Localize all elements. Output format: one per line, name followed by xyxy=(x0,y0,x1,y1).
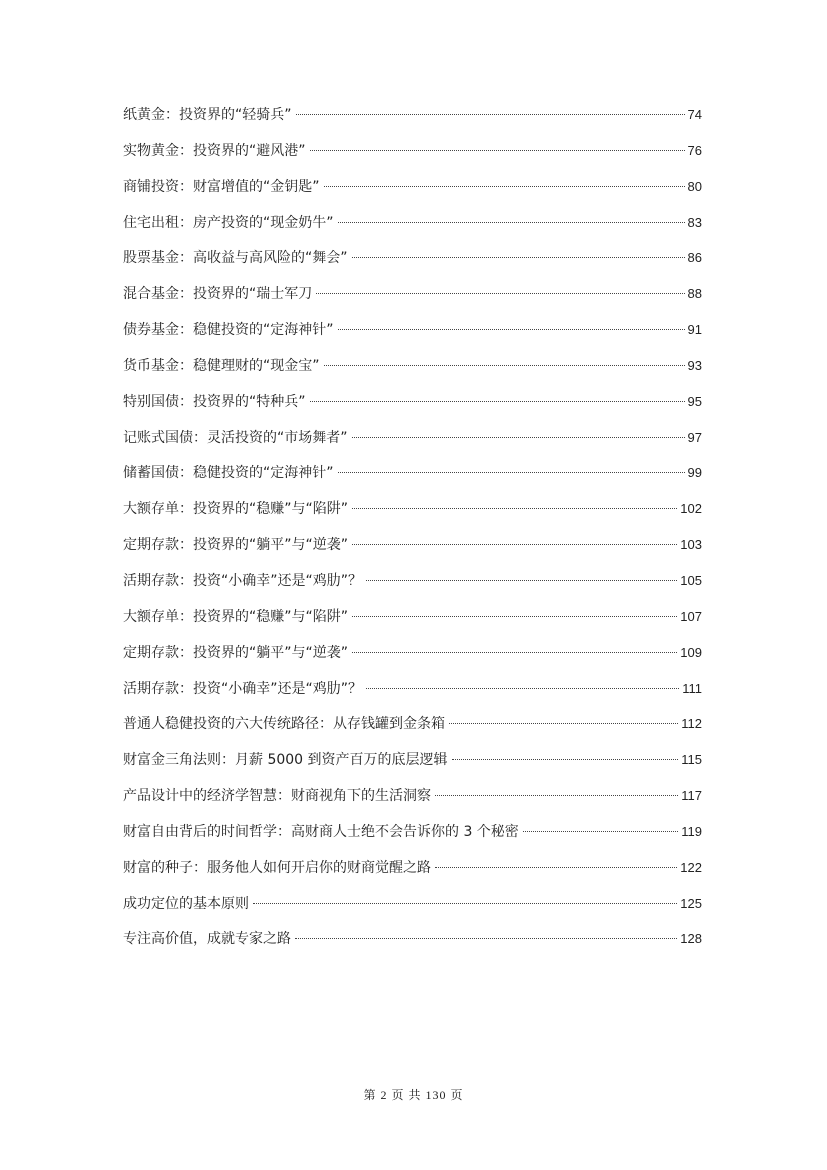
toc-entry-title: 活期存款：投资“小确幸”还是“鸡肋”？ xyxy=(123,572,363,589)
toc-entry[interactable] xyxy=(123,893,702,929)
toc-dot-leader xyxy=(310,150,685,151)
toc-entry-page-number: 103 xyxy=(680,537,702,553)
toc-entry[interactable] xyxy=(123,570,702,606)
toc-entry-page-number: 112 xyxy=(681,716,702,732)
toc-entry-page-number: 95 xyxy=(687,393,702,409)
toc-entry-title: 活期存款：投资“小确幸”还是“鸡肋”？ xyxy=(123,680,363,697)
toc-entry-page-number: 76 xyxy=(687,142,702,158)
toc-entry-title: 实物黄金：投资界的“避风港” xyxy=(123,142,306,159)
toc-entry-page-number: 97 xyxy=(687,429,702,445)
toc-entry-title: 普通人稳健投资的六大传统路径：从存钱罐到金条箱 xyxy=(123,716,445,733)
toc-dot-leader xyxy=(435,867,677,868)
toc-entry[interactable] xyxy=(123,247,702,283)
table-of-contents xyxy=(123,104,702,964)
toc-entry-page-number: 107 xyxy=(680,608,702,624)
toc-dot-leader xyxy=(366,688,679,689)
toc-entry-page-number: 122 xyxy=(680,859,702,875)
toc-entry-page-number: 119 xyxy=(681,823,702,839)
toc-entry-page-number: 115 xyxy=(681,752,702,768)
toc-entry-page-number: 80 xyxy=(687,178,702,194)
toc-entry[interactable] xyxy=(123,534,702,570)
toc-dot-leader xyxy=(338,329,685,330)
toc-entry-page-number: 99 xyxy=(687,465,702,481)
toc-dot-leader xyxy=(338,472,685,473)
toc-entry[interactable] xyxy=(123,355,702,391)
toc-entry-page-number: 91 xyxy=(687,322,702,338)
toc-entry-page-number: 86 xyxy=(687,250,702,266)
toc-entry-title: 纸黄金：投资界的“轻骑兵” xyxy=(123,107,292,123)
toc-entry[interactable] xyxy=(123,140,702,176)
toc-entry[interactable] xyxy=(123,212,702,248)
toc-entry[interactable] xyxy=(123,606,702,642)
toc-entry-title: 商铺投资：财富增值的“金钥匙” xyxy=(123,178,320,195)
toc-entry[interactable] xyxy=(123,713,702,749)
toc-entry[interactable] xyxy=(123,642,702,678)
toc-entry-title: 定期存款：投资界的“躺平”与“逆袭” xyxy=(123,644,349,661)
toc-entry-title: 股票基金：高收益与高风险的“舞会” xyxy=(123,250,348,267)
toc-dot-leader xyxy=(296,114,685,115)
toc-entry-title: 产品设计中的经济学智慧：财商视角下的生活洞察 xyxy=(123,788,431,805)
toc-entry-title: 混合基金：投资界的“瑞士军刀 xyxy=(123,286,313,303)
toc-entry[interactable] xyxy=(123,857,702,893)
toc-entry-title: 专注高价值，成就专家之路 xyxy=(123,931,291,948)
toc-dot-leader xyxy=(324,365,685,366)
toc-entry-title: 货币基金：稳健理财的“现金宝” xyxy=(123,357,320,374)
toc-dot-leader xyxy=(352,437,685,438)
toc-entry[interactable] xyxy=(123,391,702,427)
toc-entry[interactable] xyxy=(123,462,702,498)
toc-entry-page-number: 105 xyxy=(680,572,702,588)
toc-entry-page-number: 128 xyxy=(680,931,702,947)
toc-entry-title: 大额存单：投资界的“稳赚”与“陷阱” xyxy=(123,501,349,518)
toc-entry-page-number: 83 xyxy=(687,214,702,230)
toc-entry-page-number: 109 xyxy=(680,644,702,660)
toc-entry-page-number: 117 xyxy=(681,788,702,804)
toc-entry-title: 财富金三角法则：月薪 5000 到资产百万的底层逻辑 xyxy=(123,752,448,769)
toc-dot-leader xyxy=(352,508,677,509)
toc-dot-leader xyxy=(352,257,685,258)
toc-dot-leader xyxy=(435,795,678,796)
toc-entry-page-number: 74 xyxy=(687,107,702,122)
toc-entry-title: 定期存款：投资界的“躺平”与“逆袭” xyxy=(123,537,349,554)
toc-entry[interactable] xyxy=(123,104,702,140)
toc-entry-title: 成功定位的基本原则 xyxy=(123,895,249,912)
toc-dot-leader xyxy=(452,759,679,760)
toc-dot-leader xyxy=(523,831,678,832)
toc-dot-leader xyxy=(338,222,685,223)
toc-entry-title: 储蓄国债：稳健投资的“定海神针” xyxy=(123,465,334,482)
toc-dot-leader xyxy=(352,544,677,545)
toc-entry-page-number: 102 xyxy=(680,501,702,517)
toc-entry[interactable] xyxy=(123,427,702,463)
toc-dot-leader xyxy=(295,938,677,939)
page-footer: 第 2 页 共 130 页 xyxy=(363,1088,464,1102)
toc-dot-leader xyxy=(253,903,677,904)
toc-entry-title: 债券基金：稳健投资的“定海神针” xyxy=(123,322,334,339)
toc-dot-leader xyxy=(449,723,678,724)
toc-entry-title: 大额存单：投资界的“稳赚”与“陷阱” xyxy=(123,608,349,625)
toc-entry[interactable] xyxy=(123,498,702,534)
toc-entry[interactable] xyxy=(123,678,702,714)
toc-entry-title: 特别国债：投资界的“特种兵” xyxy=(123,393,306,410)
toc-entry-title: 住宅出租：房产投资的“现金奶牛” xyxy=(123,214,334,231)
toc-dot-leader xyxy=(310,401,685,402)
toc-entry-page-number: 111 xyxy=(682,680,702,696)
toc-entry[interactable] xyxy=(123,749,702,785)
toc-dot-leader xyxy=(366,580,677,581)
toc-entry[interactable] xyxy=(123,928,702,964)
toc-entry[interactable] xyxy=(123,785,702,821)
toc-entry[interactable] xyxy=(123,821,702,857)
toc-dot-leader xyxy=(352,652,677,653)
toc-entry[interactable] xyxy=(123,283,702,319)
toc-entry[interactable] xyxy=(123,319,702,355)
toc-dot-leader xyxy=(352,616,677,617)
toc-entry-page-number: 88 xyxy=(687,286,702,302)
toc-entry-page-number: 125 xyxy=(680,895,702,911)
toc-dot-leader xyxy=(316,293,684,294)
toc-entry-page-number: 93 xyxy=(687,357,702,373)
toc-dot-leader xyxy=(324,186,685,187)
toc-entry-title: 财富的种子：服务他人如何开启你的财商觉醒之路 xyxy=(123,859,431,876)
toc-entry[interactable] xyxy=(123,176,702,212)
toc-entry-title: 记账式国债：灵活投资的“市场舞者” xyxy=(123,429,348,446)
toc-entry-title: 财富自由背后的时间哲学：高财商人士绝不会告诉你的 3 个秘密 xyxy=(123,823,519,840)
